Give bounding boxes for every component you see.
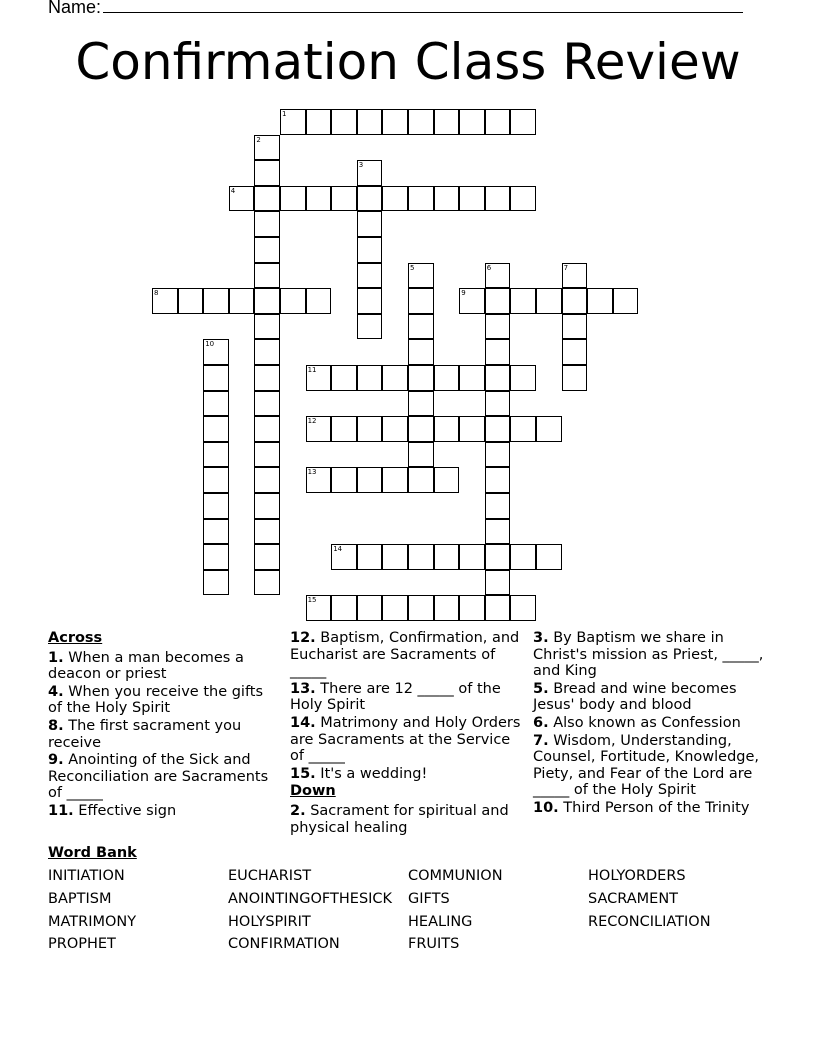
crossword-cell[interactable] xyxy=(510,365,536,391)
crossword-cell[interactable] xyxy=(562,365,588,391)
crossword-cell[interactable] xyxy=(254,467,280,493)
down-heading: Down xyxy=(290,783,336,800)
word-bank-item: FRUITS xyxy=(408,936,460,952)
crossword-cell[interactable] xyxy=(562,339,588,365)
cell-number: 13 xyxy=(307,468,317,477)
crossword-cell[interactable] xyxy=(203,570,229,596)
crossword-cell[interactable] xyxy=(382,186,408,212)
crossword-cell[interactable] xyxy=(357,544,383,570)
cell-number: 7 xyxy=(563,263,569,272)
crossword-cell[interactable] xyxy=(254,519,280,545)
crossword-cell[interactable] xyxy=(357,211,383,237)
crossword-cell[interactable] xyxy=(254,160,280,186)
crossword-cell[interactable] xyxy=(485,186,511,212)
crossword-cell[interactable] xyxy=(203,442,229,468)
crossword-cell[interactable] xyxy=(510,416,536,442)
crossword-cell[interactable] xyxy=(382,544,408,570)
crossword-cell[interactable] xyxy=(485,391,511,417)
clue-down-6: 6. Also known as Confession xyxy=(533,714,741,731)
crossword-cell[interactable] xyxy=(434,109,460,135)
crossword-cell[interactable] xyxy=(306,109,332,135)
crossword-cell[interactable] xyxy=(229,288,255,314)
crossword-cell[interactable] xyxy=(434,595,460,621)
crossword-cell[interactable] xyxy=(408,314,434,340)
crossword-cell[interactable] xyxy=(459,288,485,314)
crossword-cell[interactable] xyxy=(357,109,383,135)
crossword-cell[interactable] xyxy=(331,544,357,570)
crossword-cell[interactable] xyxy=(510,288,536,314)
crossword-cell[interactable] xyxy=(254,211,280,237)
crossword-cell[interactable] xyxy=(485,365,511,391)
cell-number: 4 xyxy=(230,186,236,195)
clue-down-7: 7. Wisdom, Understanding, Counsel, Fortitude, Knowledge, Piety, and Fear of the Lord are _____ of the Holy Spirit xyxy=(533,732,760,799)
crossword-cell[interactable] xyxy=(229,186,255,212)
crossword-cell[interactable] xyxy=(357,365,383,391)
clue-across-4: 4. When you receive the gifts of the Holy Spirit xyxy=(48,683,264,717)
crossword-cell[interactable] xyxy=(152,288,178,314)
page-title: Confirmation Class Review xyxy=(75,33,741,91)
clue-across-1: 1. When a man becomes a deacon or priest xyxy=(48,649,244,683)
crossword-cell[interactable] xyxy=(536,544,562,570)
crossword-cell[interactable] xyxy=(357,263,383,289)
clue-across-11: 11. Effective sign xyxy=(48,802,177,819)
crossword-cell[interactable] xyxy=(357,186,383,212)
crossword-cell[interactable] xyxy=(434,467,460,493)
across-heading: Across xyxy=(48,630,103,646)
cell-number: 15 xyxy=(307,596,317,605)
crossword-cell[interactable] xyxy=(254,493,280,519)
crossword-cell[interactable] xyxy=(408,391,434,417)
clue-across-14: 14. Matrimony and Holy Orders are Sacraments at the Service of _____ xyxy=(290,714,521,765)
clue-down-5: 5. Bread and wine becomes Jesus' body and blood xyxy=(533,680,737,714)
word-bank-heading: Word Bank xyxy=(48,845,137,861)
crossword-cell[interactable] xyxy=(254,544,280,570)
crossword-cell[interactable] xyxy=(203,339,229,365)
crossword-cell[interactable] xyxy=(536,288,562,314)
clue-across-12: 12. Baptism, Confirmation, and Eucharist are Sacraments of _____ xyxy=(290,630,520,680)
crossword-cell[interactable] xyxy=(280,288,306,314)
crossword-cell[interactable] xyxy=(459,186,485,212)
crossword-cell[interactable] xyxy=(331,365,357,391)
word-bank-item: EUCHARIST xyxy=(228,868,312,884)
word-bank-item: MATRIMONY xyxy=(48,914,137,930)
crossword-cell[interactable] xyxy=(357,160,383,186)
crossword-cell[interactable] xyxy=(510,595,536,621)
crossword-cell[interactable] xyxy=(357,288,383,314)
crossword-cell[interactable] xyxy=(306,288,332,314)
crossword-cell[interactable] xyxy=(254,263,280,289)
crossword-cell[interactable] xyxy=(408,263,434,289)
crossword-cell[interactable] xyxy=(331,467,357,493)
crossword-cell[interactable] xyxy=(434,416,460,442)
crossword-cell[interactable] xyxy=(434,186,460,212)
crossword-cell[interactable] xyxy=(510,186,536,212)
crossword-cell[interactable] xyxy=(254,186,280,212)
crossword-cell[interactable] xyxy=(434,544,460,570)
crossword-cell[interactable] xyxy=(485,109,511,135)
crossword-cell[interactable] xyxy=(459,595,485,621)
crossword-cell[interactable] xyxy=(587,288,613,314)
crossword-cell[interactable] xyxy=(254,237,280,263)
crossword-cell[interactable] xyxy=(254,339,280,365)
word-bank-item: INITIATION xyxy=(48,868,125,884)
crossword-cell[interactable] xyxy=(203,467,229,493)
word-bank-item: CONFIRMATION xyxy=(228,936,340,952)
crossword-cell[interactable] xyxy=(203,391,229,417)
word-bank-item: RECONCILIATION xyxy=(588,914,711,930)
word-bank-item: HEALING xyxy=(408,914,473,930)
crossword-cell[interactable] xyxy=(280,109,306,135)
crossword-cell[interactable] xyxy=(485,442,511,468)
crossword-cell[interactable] xyxy=(254,314,280,340)
crossword-cell[interactable] xyxy=(408,544,434,570)
crossword-cell[interactable] xyxy=(408,595,434,621)
cell-number: 12 xyxy=(307,417,317,426)
crossword-cell[interactable] xyxy=(203,416,229,442)
crossword-cell[interactable] xyxy=(459,416,485,442)
crossword-cell[interactable] xyxy=(434,365,460,391)
clues-column-3 xyxy=(533,630,773,818)
crossword-cell[interactable] xyxy=(408,365,434,391)
cell-number: 9 xyxy=(461,289,466,298)
crossword-cell[interactable] xyxy=(408,109,434,135)
crossword-cell[interactable] xyxy=(203,519,229,545)
crossword-cell[interactable] xyxy=(178,288,204,314)
crossword-cell[interactable] xyxy=(485,263,511,289)
clue-across-8: 8. The first sacrament you receive xyxy=(48,717,242,751)
crossword-cell[interactable] xyxy=(203,365,229,391)
cell-number: 14 xyxy=(333,545,343,554)
crossword-cell[interactable] xyxy=(306,186,332,212)
crossword-cell[interactable] xyxy=(306,365,332,391)
crossword-cell[interactable] xyxy=(382,109,408,135)
crossword-cell[interactable] xyxy=(485,544,511,570)
crossword-cell[interactable] xyxy=(485,493,511,519)
crossword-cell[interactable] xyxy=(382,416,408,442)
crossword-cell[interactable] xyxy=(485,314,511,340)
clue-down-2: 2. Sacrament for spiritual and physical healing xyxy=(290,802,509,836)
crossword-cell[interactable] xyxy=(510,109,536,135)
crossword-cell[interactable] xyxy=(254,391,280,417)
word-bank-item: COMMUNION xyxy=(408,868,503,884)
crossword-cell[interactable] xyxy=(254,570,280,596)
crossword-cell[interactable] xyxy=(408,339,434,365)
crossword-cell[interactable] xyxy=(510,544,536,570)
crossword-cell[interactable] xyxy=(459,365,485,391)
crossword-cell[interactable] xyxy=(254,416,280,442)
name-label: Name: xyxy=(48,0,102,17)
word-bank-item: PROPHET xyxy=(48,936,116,952)
cell-number: 1 xyxy=(282,110,287,118)
crossword-cell[interactable] xyxy=(357,314,383,340)
crossword-cell[interactable] xyxy=(254,442,280,468)
cell-number: 8 xyxy=(154,289,159,298)
word-bank-item: GIFTS xyxy=(408,891,450,907)
crossword-cell[interactable] xyxy=(382,467,408,493)
crossword-cell[interactable] xyxy=(562,314,588,340)
crossword-cell[interactable] xyxy=(357,467,383,493)
word-bank-item: HOLYORDERS xyxy=(588,868,686,884)
crossword-cell[interactable] xyxy=(331,186,357,212)
clue-down-10: 10. Third Person of the Trinity xyxy=(533,799,750,816)
cell-number: 11 xyxy=(307,366,317,374)
crossword-cell[interactable] xyxy=(254,288,280,314)
crossword-cell[interactable] xyxy=(306,467,332,493)
crossword-cell[interactable] xyxy=(382,595,408,621)
crossword-cell[interactable] xyxy=(408,442,434,468)
cell-number: 5 xyxy=(410,263,415,272)
crossword-cell[interactable] xyxy=(408,467,434,493)
crossword-cell[interactable] xyxy=(485,416,511,442)
clue-across-9: 9. Anointing of the Sick and Reconciliation are Sacraments of _____ xyxy=(48,752,269,802)
crossword-cell[interactable] xyxy=(485,339,511,365)
crossword-cell[interactable] xyxy=(485,570,511,596)
crossword-cell[interactable] xyxy=(408,416,434,442)
clue-across-15: 15. It's a wedding! xyxy=(290,765,428,782)
word-bank-item: BAPTISM xyxy=(48,891,112,907)
cell-number: 2 xyxy=(256,135,261,144)
crossword-cell[interactable] xyxy=(485,467,511,493)
crossword-cell[interactable] xyxy=(280,186,306,212)
word-bank-item: ANOINTINGOFTHESICK xyxy=(228,891,393,907)
clue-across-13: 13. There are 12 _____ of the Holy Spirit xyxy=(290,680,501,714)
crossword-cell[interactable] xyxy=(485,595,511,621)
cell-number: 3 xyxy=(358,161,364,170)
crossword-cell[interactable] xyxy=(357,416,383,442)
cell-number: 10 xyxy=(205,340,215,349)
crossword-cell[interactable] xyxy=(357,237,383,263)
crossword-cell[interactable] xyxy=(203,544,229,570)
crossword-cell[interactable] xyxy=(331,595,357,621)
crossword-cell[interactable] xyxy=(382,365,408,391)
crossword-cell[interactable] xyxy=(459,544,485,570)
crossword-cell[interactable] xyxy=(459,109,485,135)
cell-number: 6 xyxy=(486,263,492,272)
clues-column-1 xyxy=(48,630,276,821)
crossword-cell[interactable] xyxy=(562,263,588,289)
crossword-cell[interactable] xyxy=(203,288,229,314)
word-bank-item: HOLYSPIRIT xyxy=(228,914,311,930)
crossword-cell[interactable] xyxy=(408,288,434,314)
crossword-cell[interactable] xyxy=(306,416,332,442)
crossword-cell[interactable] xyxy=(613,288,639,314)
clues-column-2 xyxy=(290,630,522,837)
crossword-cell[interactable] xyxy=(536,416,562,442)
crossword-cell[interactable] xyxy=(485,519,511,545)
crossword-cell[interactable] xyxy=(485,288,511,314)
crossword-cell[interactable] xyxy=(254,135,280,161)
crossword-cell[interactable] xyxy=(331,109,357,135)
clue-down-3: 3. By Baptism we share in Christ's mission as Priest, _____, and King xyxy=(533,630,764,680)
crossword-cell[interactable] xyxy=(357,595,383,621)
word-bank-item: SACRAMENT xyxy=(588,891,679,907)
crossword-cell[interactable] xyxy=(254,365,280,391)
crossword-cell[interactable] xyxy=(306,595,332,621)
crossword-cell[interactable] xyxy=(203,493,229,519)
crossword-cell[interactable] xyxy=(562,288,588,314)
crossword-cell[interactable] xyxy=(408,186,434,212)
crossword-cell[interactable] xyxy=(331,416,357,442)
